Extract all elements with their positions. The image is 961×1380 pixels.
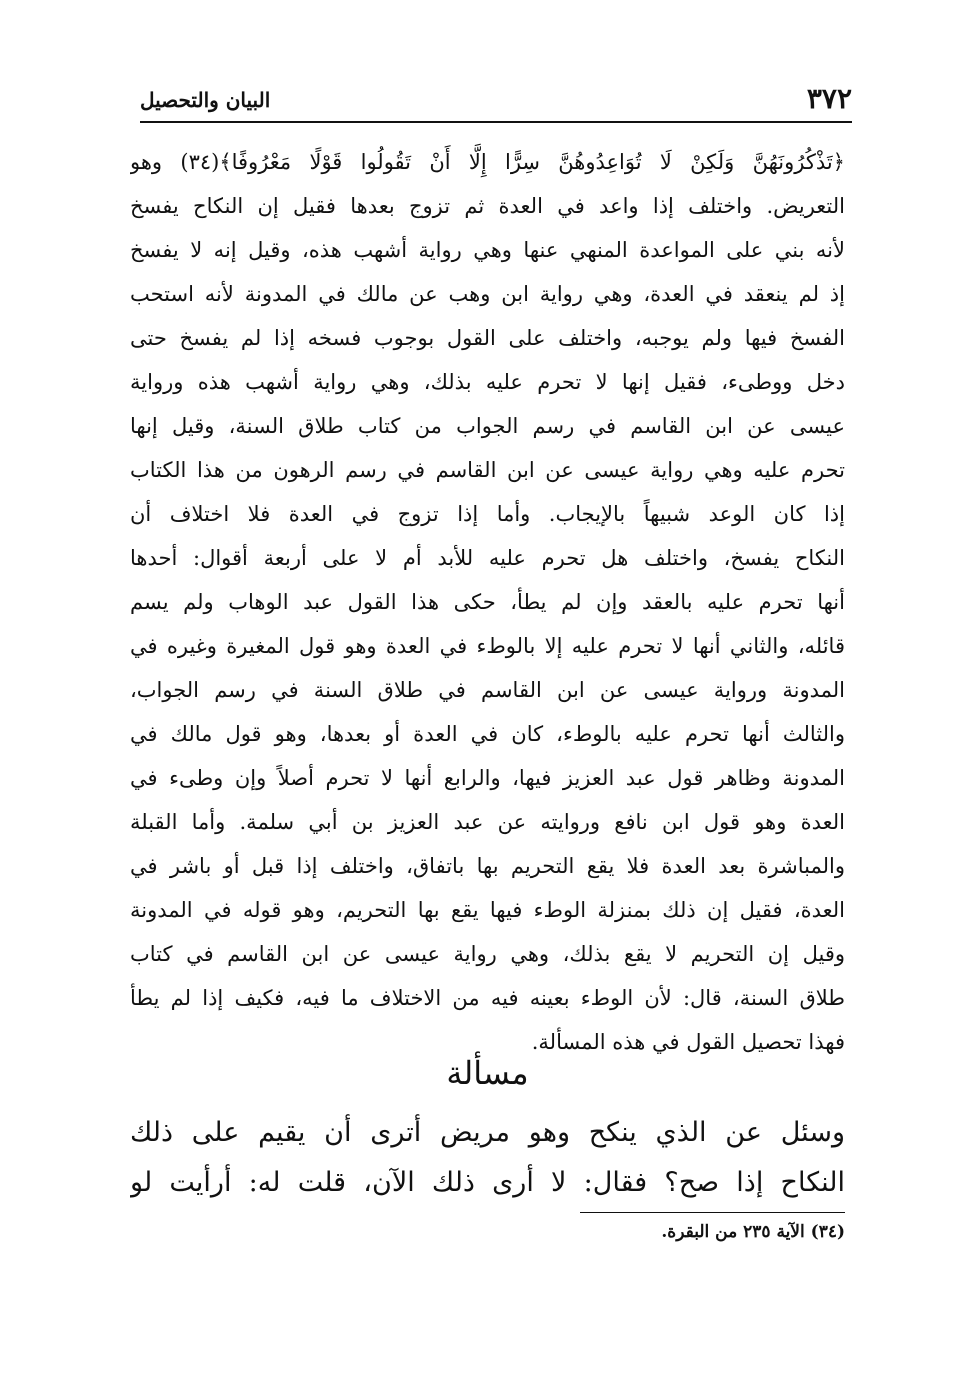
text-line: والثالث أنها تحرم عليه بالوطء، كان في العدة أو بعدها، وهو قول مالك في — [130, 722, 845, 746]
header-rule — [140, 121, 852, 123]
text-line: والمباشرة بعد العدة فلا يقع التحريم بها باتفاق، واختلف إذا قبل أو باشر في — [130, 854, 845, 878]
page-header — [140, 80, 852, 120]
text-line: ﴿تَذْكُرُونَهُنَّ وَلَكِنْ لَا تُوَاعِدُوهُنَّ سِرًّا إِلَّا أَنْ تَقُولُوا قَوْلًا مَعْرُوفًا﴾(٣٤) وهو — [130, 150, 845, 174]
text-line: لأنه بني على المواعدة المنهي عنها وهي رواية أشهب هذه، وقيل إنه لا يفسخ — [130, 238, 845, 262]
text-line: النكاح يفسخ، واختلف هل تحرم عليه للأبد أم لا على أربعة أقوال: أحدها — [130, 546, 845, 570]
running-title: البيان والتحصيل — [140, 88, 271, 112]
question-text — [130, 1108, 845, 1208]
text-line: وقيل إن التحريم لا يقع بذلك، وهي رواية عيسى عن ابن القاسم في كتاب — [130, 942, 845, 966]
text-line: طلاق السنة، قال: لأن الوطء بعينه فيه من الاختلاف ما فيه، فكيف إذا لم يطأ — [130, 986, 845, 1010]
text-line: دخل ووطىء، فقيل إنها لا تحرم عليه بذلك، وهي رواية أشهب هذه ورواية — [130, 370, 845, 394]
body-text — [130, 140, 845, 1064]
page-number: ٣٧٢ — [806, 82, 852, 115]
text-line: عيسى عن ابن القاسم في رسم الجواب من كتاب طلاق السنة، وقيل إنها — [130, 414, 845, 438]
text-line: العدة، فقيل إن ذلك بمنزلة الوطء فيها يقع بها التحريم، وهو قوله في المدونة — [130, 898, 845, 922]
text-line: تحرم عليه وهي رواية عيسى عن ابن القاسم في رسم الرهون من هذا الكتاب — [130, 458, 845, 482]
question-line: وسئل عن الذي ينكح وهو مريض أترى أن يقيم على ذلك — [130, 1117, 845, 1148]
section-title: مسألة — [446, 1054, 529, 1092]
text-line: التعريض. واختلف إذا واعد في العدة ثم تزوج بعدها فقيل إن النكاح يفسخ — [130, 194, 845, 218]
text-line: فهذا تحصيل القول في هذه المسألة. — [531, 1030, 845, 1054]
text-line: المدونة وظاهر قول عبد العزيز فيها، والرابع أنها لا تحرم أصلاً وإن وطىء في — [130, 766, 845, 790]
text-line: المدونة ورواية عيسى عن ابن القاسم في طلاق السنة في رسم الجواب، — [130, 678, 845, 702]
text-line: أنها تحرم عليه بالعقد وإن لم يطأ، حكى هذا القول عبد الوهاب ولم يسم — [130, 590, 845, 614]
text-line: الفسخ فيها ولم يوجبه، واختلف على القول بوجوب فسخه إذا لم يفسخ حتى — [130, 326, 845, 350]
text-line: إذ لم ينعقد في العدة، وهي رواية ابن وهب عن مالك في المدونة لأنه استحب — [130, 282, 845, 306]
text-line: العدة وهو قول ابن نافع وروايته عن عبد العزيز بن أبي سلمة. وأما القبلة — [130, 810, 845, 834]
footnote-rule — [580, 1212, 845, 1213]
footnote: (٣٤) الآية ٢٣٥ من البقرة. — [661, 1222, 845, 1242]
text-line: قائله، والثاني أنها لا تحرم عليه إلا بالوطء في العدة وهو قول المغيرة وغيره في — [130, 634, 845, 658]
question-line: النكاح إذا صح؟ فقال: لا أرى ذلك الآن، قلت له: أرأيت لو — [130, 1167, 845, 1198]
text-line: إذا كان الوعد شبيهاً بالإيجاب. وأما إذا تزوج في العدة فلا اختلاف أن — [130, 502, 845, 526]
